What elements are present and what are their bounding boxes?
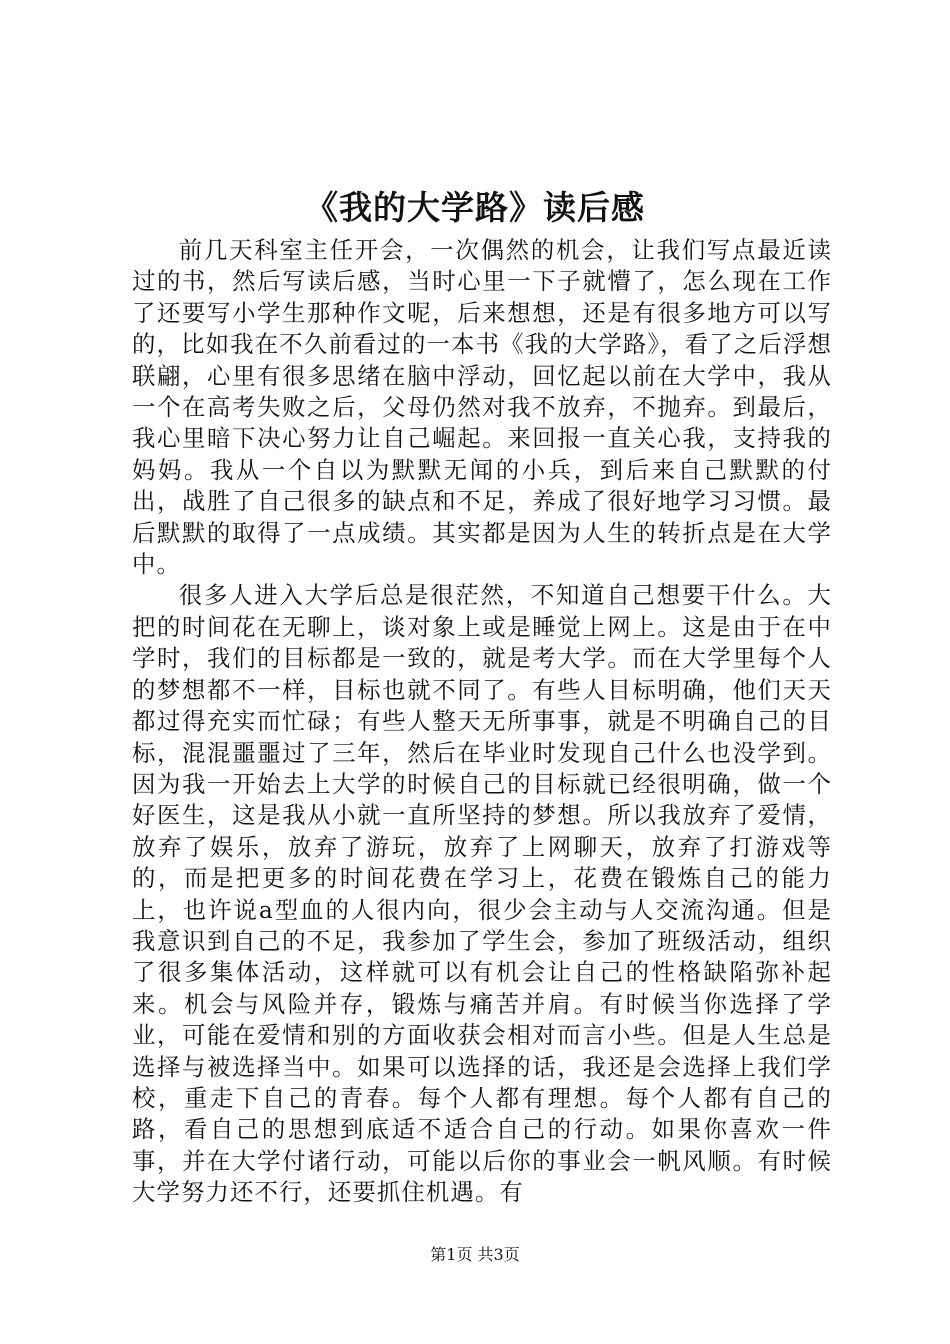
document-body <box>132 235 832 1209</box>
paragraph-1: 前几天科室主任开会，一次偶然的机会，让我们写点最近读过的书，然后写读后感，当时心里一下子就懵了，怎么现在工作了还要写小学生那种作文呢，后来想想，还是有很多地方可以写的，比如我在不久前看过的一本书《我的大学路》，看了之后浮想联翩，心里有很多思绪在脑中浮动，回忆起以前在大学中，我从一个在高考失败之后，父母仍然对我不放弃，不抛弃。到最后，我心里暗下决心努力让自己崛起。来回报一直关心我，支持我的妈妈。我从一个自以为默默无闻的小兵，到后来自己默默的付出，战胜了自己很多的缺点和不足，养成了很好地学习习惯。最后默默的取得了一点成绩。其实都是因为人生的转折点是在大学中。 <box>132 236 832 579</box>
paragraph-2: 很多人进入大学后总是很茫然，不知道自己想要干什么。大把的时间花在无聊上，谈对象上或是睡觉上网上。这是由于在中学时，我们的目标都是一致的，就是考大学。而在大学里每个人的梦想都不一样，目标也就不同了。有些人目标明确，他们天天都过得充实而忙碌；有些人整天无所事事，就是不明确自己的目标，混混噩噩过了三年，然后在毕业时发现自己什么也没学到。因为我一开始去上大学的时候自己的目标就已经很明确，做一个好医生，这是我从小就一直所坚持的梦想。所以我放弃了爱情，放弃了娱乐，放弃了游玩，放弃了上网聊天，放弃了打游戏等的，而是把更多的时间花费在学习上，花费在锻炼自己的能力上，也许说a型血的人很内向，很少会主动与人交流沟通。但是我意识到自己的不足，我参加了学生会，参加了班级活动，组织了很多集体活动，这样就可以有机会让自己的性格缺陷弥补起来。机会与风险并存，锻炼与痛苦并肩。有时候当你选择了学业，可能在爱情和别的方面收获会相对而言小些。但是人生总是选择与被选择当中。如果可以选择的话，我还是会选择上我们学校，重走下自己的青春。每个人都有理想。每个人都有自己的路，看自己的思想到底适不适合自己的行动。如果你喜欢一件事，并在大学付诸行动，可能以后你的事业会一帆风顺。有时候大学努力还不行，还要抓住机遇。有 <box>132 581 832 1207</box>
page-number-footer: 第1页 共3页 <box>430 1245 520 1264</box>
document-title: 《我的大学路》读后感 <box>305 188 645 227</box>
